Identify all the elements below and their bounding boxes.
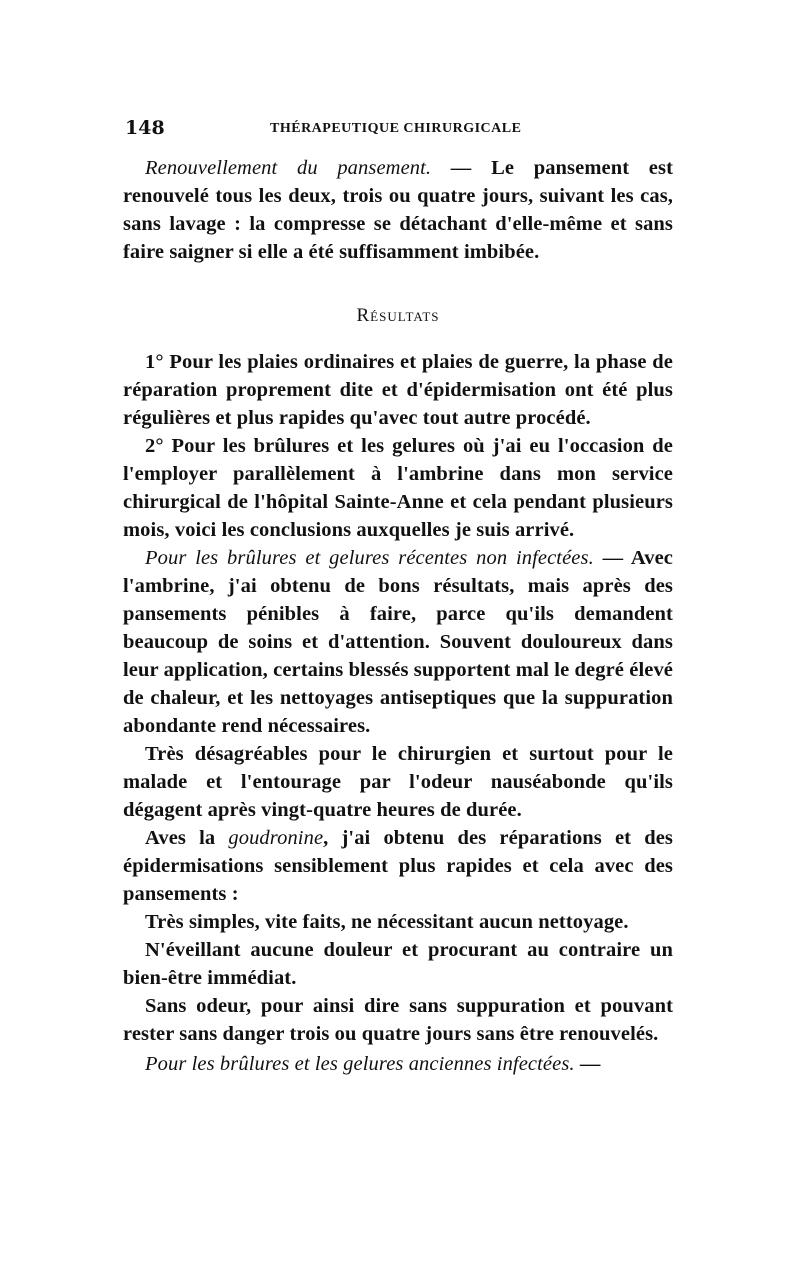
paragraph-1: 1° Pour les plaies ordinaires et plaies de guerre, la phase de réparation proprement dite et d'épidermisation ont été plus régulières et plus rapides qu'avec tout autre procédé. (123, 351, 673, 429)
paragraph-6: Très simples, vite faits, ne nécessitant aucun nettoyage. (145, 911, 629, 933)
paragraph-renouvellement (123, 154, 673, 266)
text-p5-end: , j'ai obtenu des réparations et des épidermisations sensiblement plus rapides et cela avec des pansements : (123, 827, 673, 905)
running-title: THÉRAPEUTIQUE CHIRURGICALE (270, 121, 522, 136)
page-header (125, 117, 673, 141)
page-number: 148 (125, 117, 165, 139)
heading-recentes: Pour les brûlures et gelures récentes non infectées. (145, 547, 594, 569)
body-text (123, 154, 673, 1078)
text-p5-start: Aves la (145, 827, 229, 849)
paragraph-5 (123, 824, 673, 908)
text-anciennes: — (574, 1053, 601, 1075)
paragraph-2: 2° Pour les brûlures et les gelures où j'ai eu l'occasion de l'employer parallèlement à l'ambrine dans mon service chirurgical de l'hôpital Sainte-Anne et cela pendant plusieurs mois, voici les conclusions auxquelles je suis arrivé. (123, 435, 673, 541)
heading-renouvellement: Renouvellement du pansement. (145, 157, 432, 179)
paragraph-4: Très désagréables pour le chirurgien et surtout pour le malade et l'entourage par l'odeur nauséabonde qu'ils dégagent après vingt-quatre heures de durée. (123, 743, 673, 821)
heading-anciennes: Pour les brûlures et les gelures anciennes infectées. (145, 1053, 575, 1075)
paragraph-8: Sans odeur, pour ainsi dire sans suppuration et pouvant rester sans danger trois ou quatre jours sans être renouvelés. (123, 995, 673, 1045)
text-renouvellement: — Le pansement est renouvelé tous les deux, trois ou quatre jours, suivant les cas, sans lavage : la compresse se détachant d'elle-même et sans faire saigner si elle a été suffisamment imbibée. (123, 157, 673, 263)
term-goudronine: goudronine (228, 827, 324, 849)
paragraph-9 (123, 1050, 673, 1078)
text-recentes: — Avec l'ambrine, j'ai obtenu de bons résultats, mais après des pansements pénibles à faire, parce qu'ils demandent beaucoup de soins et d'attention. Souvent douloureux dans leur application, certains blessés supportent mal le degré élevé de chaleur, et les nettoyages antiseptiques que la suppuration abondante rend nécessaires. (123, 547, 673, 737)
section-title-resultats: Résultats (356, 305, 440, 326)
paragraph-3 (123, 544, 673, 740)
paragraph-7: N'éveillant aucune douleur et procurant au contraire un bien-être immédiat. (123, 939, 673, 989)
